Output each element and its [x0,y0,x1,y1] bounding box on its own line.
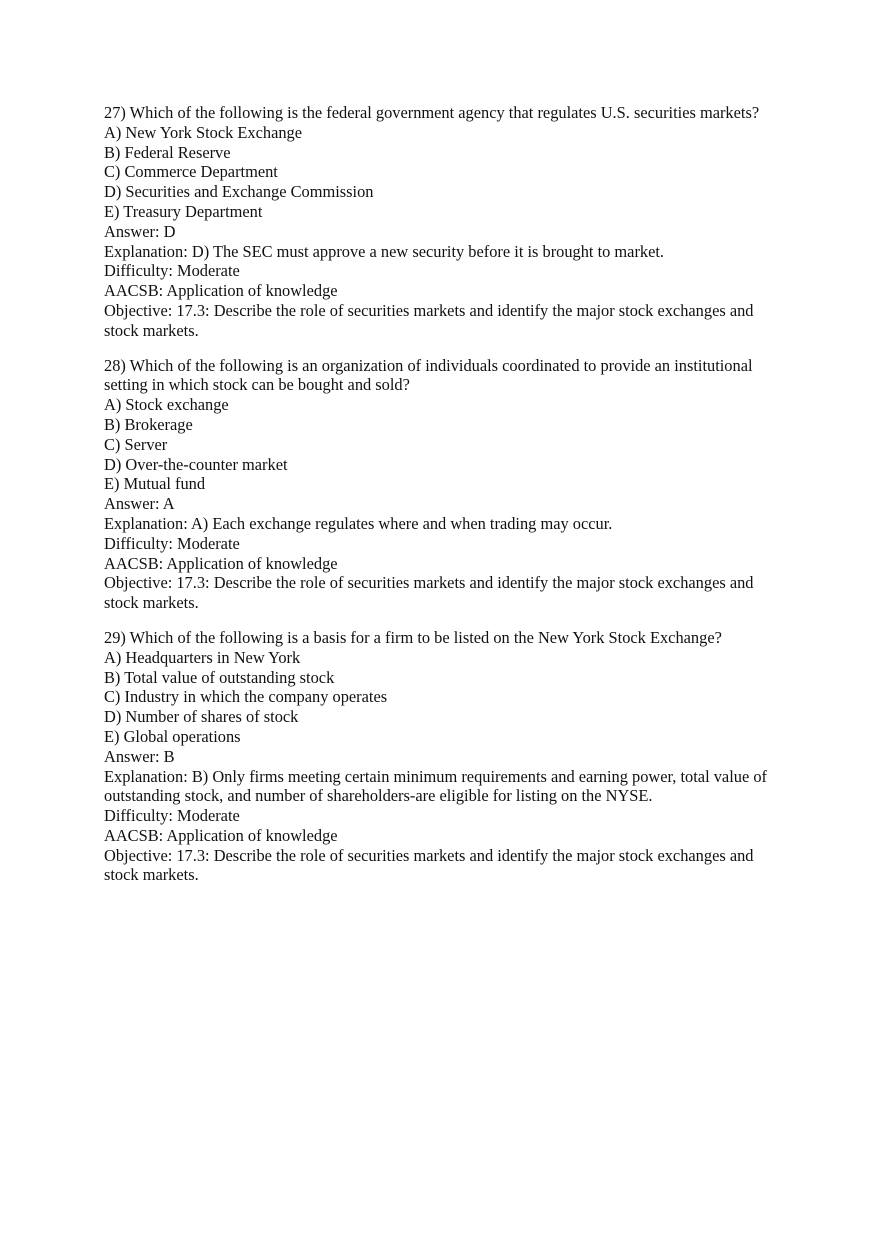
objective: Objective: 17.3: Describe the role of securities markets and identify the major stock exchanges and stock markets. [104,845,754,885]
option-e: E) Mutual fund [104,474,206,494]
explanation: Explanation: B) Only firms meeting certain minimum requirements and earning power, total value of outstanding stock, and number of shareholders-are eligible for listing on the NYSE. [104,766,767,806]
difficulty: Difficulty: Moderate [104,261,240,281]
objective: Objective: 17.3: Describe the role of securities markets and identify the major stock exchanges and stock markets. [104,573,754,613]
explanation: Explanation: A) Each exchange regulates where and when trading may occur. [104,513,613,533]
question-stem: 28) Which of the following is an organization of individuals coordinated to provide an institutional setting in which stock can be bought and sold? [104,355,753,395]
question-27 [104,103,780,341]
option-b: B) Brokerage [104,414,193,434]
option-b: B) Federal Reserve [104,142,231,162]
question-stem: 27) Which of the following is the federal government agency that regulates U.S. securities markets? [104,103,760,122]
objective: Objective: 17.3: Describe the role of securities markets and identify the major stock exchanges and stock markets. [104,300,754,340]
option-a: A) Stock exchange [104,395,229,415]
option-e: E) Global operations [104,726,241,746]
answer: Answer: A [104,494,175,514]
option-d: D) Number of shares of stock [104,707,299,727]
aacsb: AACSB: Application of knowledge [104,553,338,573]
question-stem: 29) Which of the following is a basis for a firm to be listed on the New York Stock Exchange? [104,627,722,647]
aacsb: AACSB: Application of knowledge [104,825,338,845]
explanation: Explanation: D) The SEC must approve a new security before it is brought to market. [104,241,665,261]
option-a: A) Headquarters in New York [104,647,301,667]
option-c: C) Industry in which the company operates [104,687,388,707]
option-a: A) New York Stock Exchange [104,122,303,142]
option-c: C) Commerce Department [104,162,278,182]
difficulty: Difficulty: Moderate [104,533,240,553]
answer: Answer: B [104,746,175,766]
option-c: C) Server [104,434,168,454]
option-d: D) Over-the-counter market [104,454,288,474]
option-b: B) Total value of outstanding stock [104,667,335,687]
document-page [104,103,780,900]
option-d: D) Securities and Exchange Commission [104,182,374,202]
option-e: E) Treasury Department [104,201,263,221]
question-29 [104,628,780,885]
answer: Answer: D [104,221,176,241]
aacsb: AACSB: Application of knowledge [104,281,338,301]
question-28 [104,356,780,613]
difficulty: Difficulty: Moderate [104,806,240,826]
